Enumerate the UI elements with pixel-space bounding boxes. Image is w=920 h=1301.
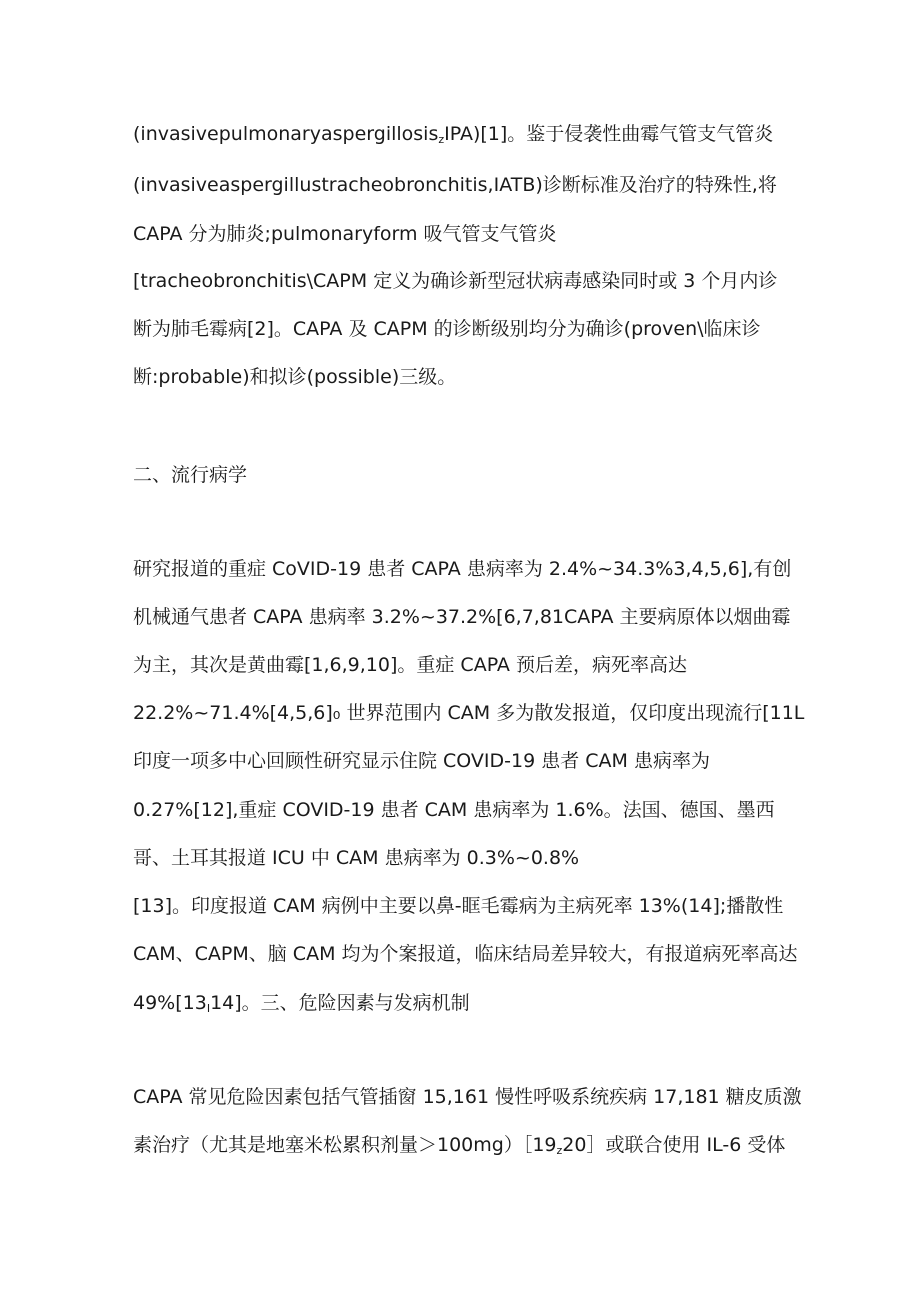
section-heading: 二、流行病学: [133, 464, 248, 486]
text-line: 0.27%[12],重症 COVID-19 患者 CAM 患病率为 1.6%。法国、德国、墨西: [133, 799, 775, 821]
text-line: 22.2%~71.4%[4,5,6]₀ 世界范围内 CAM 多为散发报道，仅印度出现流行[11L: [133, 702, 805, 724]
text-line: (invasivepulmonaryaspergillosis$_z$IPA)[1]。鉴于侵袭性曲霉气管支气管炎: [133, 123, 774, 146]
text-line: 断为肺毛霉病[2]。CAPA 及 CAPM 的诊断级别均分为确诊(proven\临床诊: [133, 318, 761, 340]
text-line: (invasiveaspergillustracheobronchitis,IATB)诊断标准及治疗的特殊性,将: [133, 174, 777, 196]
text-line: 哥、土耳其报道 ICU 中 CAM 患病率为 0.3%~0.8%: [133, 847, 580, 869]
text-line: CAPA 常见危险因素包括气管插窗 15,161 慢性呼吸系统疾病 17,181 糖皮质激: [133, 1086, 802, 1108]
text-line: CAPA 分为肺炎;pulmonaryform 吸气管支气管炎: [133, 223, 557, 245]
text-line: [13]。印度报道 CAM 病例中主要以鼻-眶毛霉病为主病死率 13%(14];播散性: [133, 895, 784, 917]
text-line: 印度一项多中心回顾性研究显示住院 COVID-19 患者 CAM 患病率为: [133, 750, 710, 772]
text-line: $49\%[13_I14]$。三、危险因素与发病机制: [133, 992, 470, 1015]
text-line: 机械通气患者 CAPA 患病率 3.2%~37.2%[6,7,81CAPA 主要病原体以烟曲霉: [133, 606, 791, 628]
text-line: 研究报道的重症 CoVID-19 患者 CAPA 患病率为 2.4%~34.3%3,4,5,6],有创: [133, 558, 792, 580]
text-line: 为主，其次是黄曲霉[1,6,9,10]。重症 CAPA 预后差，病死率高达: [133, 654, 687, 676]
text-line: 素治疗（尤其是地塞米松累积剂量$>100mg)[19_z20]$或联合使用 IL-6 受体: [133, 1134, 786, 1157]
text-line: 断:probable)和拟诊(possible)三级。: [133, 366, 457, 388]
text-line: [tracheobronchitis\CAPM 定义为确诊新型冠状病毒感染同时或 3 个月内诊: [133, 270, 778, 292]
text-line: CAM、CAPM、脑 CAM 均为个案报道，临床结局差异较大，有报道病死率高达: [133, 943, 798, 965]
